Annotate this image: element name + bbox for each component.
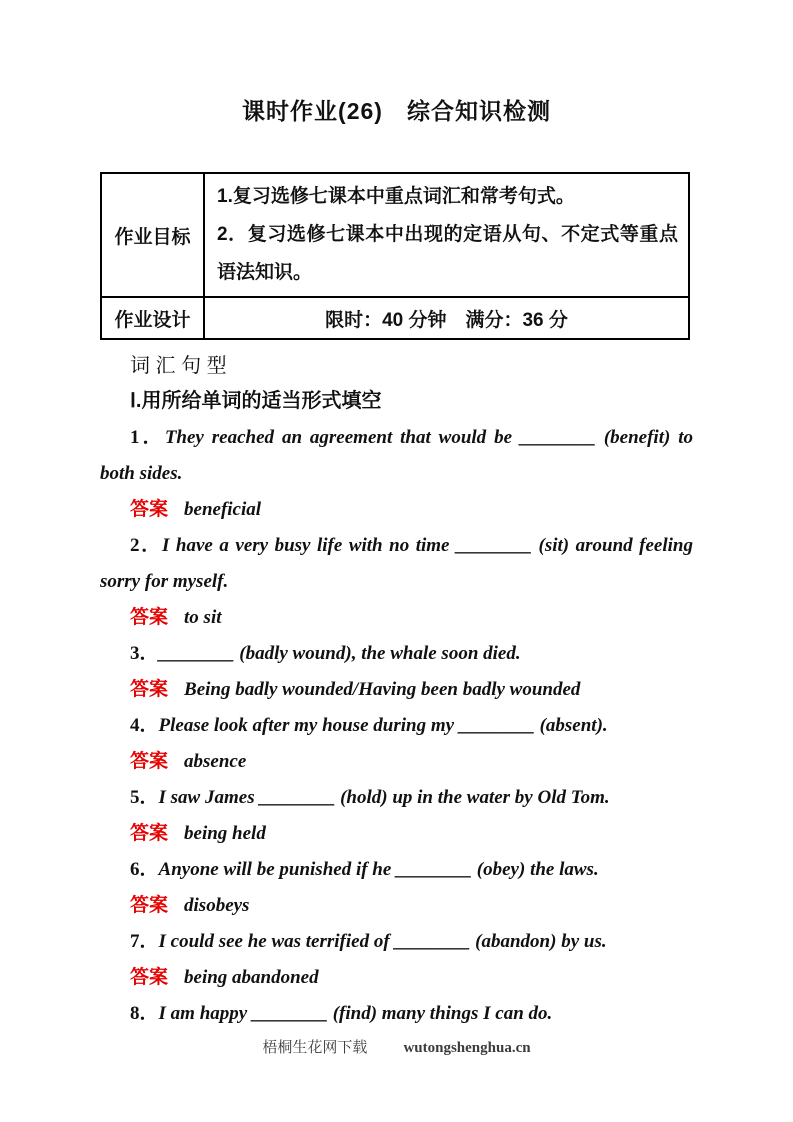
answer-text: absence: [184, 751, 247, 772]
answer-label: 答案: [130, 823, 169, 844]
goal-row-content: [204, 173, 689, 297]
question-text: Anyone will be punished if he ________ (obey) the laws.: [158, 859, 599, 880]
question-item-2: [100, 528, 693, 600]
answer-item-3: [100, 672, 693, 708]
page-content: [100, 0, 693, 1032]
answer-label: 答案: [130, 895, 169, 916]
question-item-8: [100, 996, 693, 1032]
footer-site-name: 梧桐生花网下载: [262, 1040, 368, 1056]
question-item-3: [100, 636, 693, 672]
goal-line-2: 2．复习选修七课本中出现的定语从句、不定式等重点语法知识。: [217, 224, 678, 283]
footer-site-url: wutongshenghua.cn: [403, 1040, 531, 1056]
answer-item-6: [100, 888, 693, 924]
answer-item-7: [100, 960, 693, 996]
answer-label: 答案: [130, 679, 169, 700]
answer-text: to sit: [184, 607, 222, 628]
question-number: 1．: [130, 427, 165, 448]
question-number: 3．: [130, 643, 159, 664]
question-text: I am happy ________ (find) many things I can do.: [158, 1003, 553, 1024]
question-item-1: [100, 420, 693, 492]
question-text: Please look after my house during my ________ (absent).: [158, 715, 608, 736]
design-row-label: 作业设计: [101, 297, 204, 339]
answer-text: being abandoned: [184, 967, 319, 988]
table-row-design: [101, 297, 689, 339]
answer-label: 答案: [130, 751, 169, 772]
page-title: 课时作业(26) 综合知识检测: [242, 98, 551, 124]
question-number: 2．: [130, 535, 163, 556]
section-title: 词 汇 句 型: [130, 355, 227, 377]
answer-label: 答案: [130, 607, 169, 628]
answer-label: 答案: [130, 967, 169, 988]
goal-line-1: 1.复习选修七课本中重点词汇和常考句式。: [217, 186, 575, 207]
assignment-info-table: [100, 172, 690, 340]
answer-item-5: [100, 816, 693, 852]
question-item-6: [100, 852, 693, 888]
answer-text: beneficial: [184, 499, 262, 520]
question-number: 4．: [130, 715, 159, 736]
question-number: 6．: [130, 859, 159, 880]
question-number: 8．: [130, 1003, 159, 1024]
answer-text: disobeys: [184, 895, 250, 916]
goal-row-label: 作业目标: [101, 173, 204, 297]
question-item-4: [100, 708, 693, 744]
design-row-content: 限时：40 分钟 满分：36 分: [204, 297, 689, 339]
question-item-7: [100, 924, 693, 960]
page-footer: [0, 1036, 793, 1057]
question-text: I could see he was terrified of ________ (abandon) by us.: [158, 931, 607, 952]
question-text: They reached an agreement that would be ________ (benefit) to both sides.: [100, 427, 693, 484]
answer-label: 答案: [130, 499, 169, 520]
question-text: ________ (badly wound), the whale soon died.: [158, 643, 521, 664]
answer-text: being held: [184, 823, 266, 844]
answer-text: Being badly wounded/Having been badly wounded: [184, 679, 581, 700]
question-number: 5．: [130, 787, 159, 808]
answer-item-4: [100, 744, 693, 780]
table-row-goal: [101, 173, 689, 297]
question-item-5: [100, 780, 693, 816]
question-text: I saw James ________ (hold) up in the water by Old Tom.: [158, 787, 610, 808]
subsection-title: Ⅰ.用所给单词的适当形式填空: [130, 390, 382, 412]
question-text: I have a very busy life with no time ________ (sit) around feeling sorry for myself.: [100, 535, 693, 592]
answer-item-2: [100, 600, 693, 636]
question-number: 7．: [130, 931, 159, 952]
answer-item-1: [100, 492, 693, 528]
